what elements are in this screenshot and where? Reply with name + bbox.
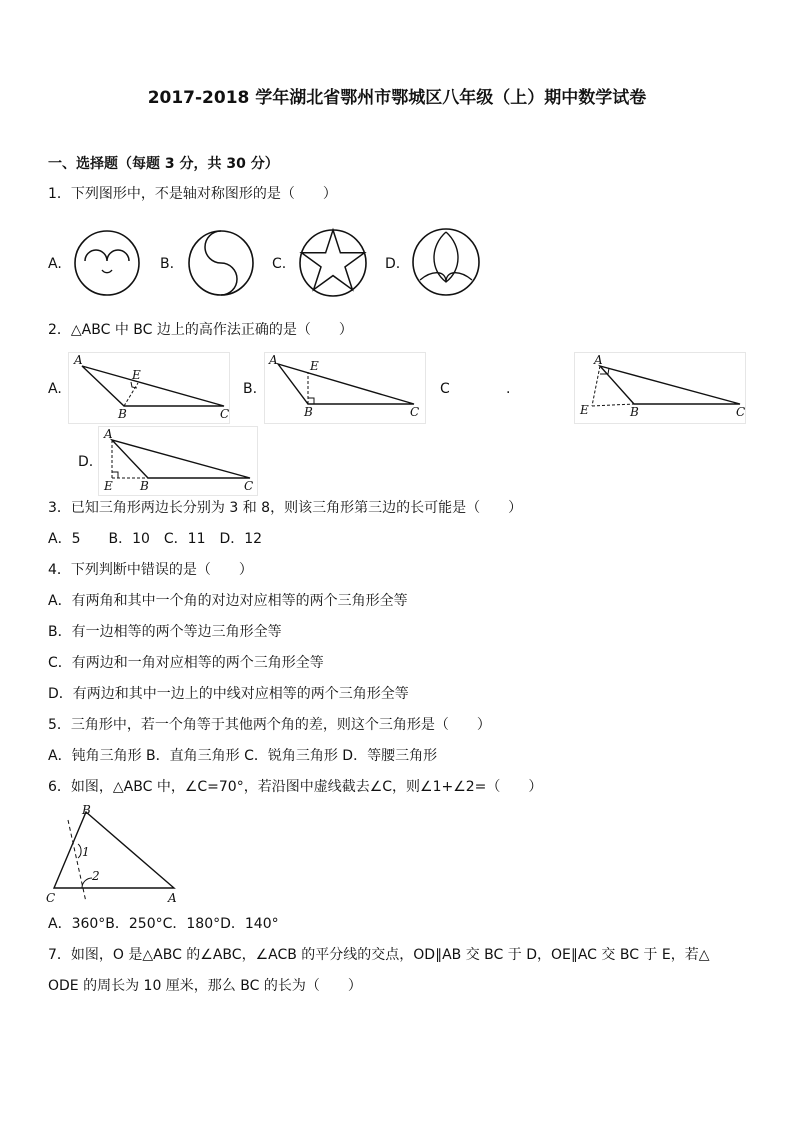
page-title: 2017-2018 学年湖北省鄂州市鄂城区八年级（上）期中数学试卷	[147, 88, 647, 108]
question-1-stem: 1．下列图形中，不是轴对称图形的是（ ）	[48, 186, 337, 202]
q1-figure-b	[185, 224, 257, 302]
question-3-options: A．5 B．10 C．11 D．12	[48, 531, 263, 547]
q2-option-c-dot: .	[506, 381, 511, 397]
q2-option-a-label: A.	[48, 381, 62, 397]
q2a-label-a: A	[74, 353, 83, 367]
question-2-stem: 2．△ABC 中 BC 边上的高作法正确的是（ ）	[48, 322, 353, 338]
question-4-option-d: D．有两边和其中一边上的中线对应相等的两个三角形全等	[48, 686, 409, 702]
question-4-option-a: A．有两角和其中一个角的对边对应相等的两个三角形全等	[48, 593, 408, 609]
question-7-line-2: ODE 的周长为 10 厘米，那么 BC 的长为（ ）	[48, 978, 362, 994]
q2-figure-a	[68, 352, 230, 424]
q2b-label-e: E	[310, 359, 319, 373]
q6-label-angle-2: 2	[92, 869, 100, 883]
q6-figure	[44, 800, 184, 906]
q2a-label-b: B	[118, 407, 127, 421]
q1-figure-c	[295, 224, 371, 302]
q2a-label-c: C	[220, 407, 230, 421]
q6-label-c: C	[46, 891, 56, 905]
section-heading: 一、选择题（每题 3 分，共 30 分）	[48, 156, 279, 172]
q2c-label-e: E	[580, 403, 589, 417]
q1-figure-a	[74, 224, 142, 302]
question-5-stem: 5．三角形中，若一个角等于其他两个角的差，则这个三角形是（ ）	[48, 717, 491, 733]
q2-option-d-label: D.	[78, 454, 94, 470]
q1-option-b-label: B.	[160, 256, 175, 272]
q2-figure-c	[574, 352, 746, 424]
q1-option-a-label: A.	[48, 256, 62, 272]
q2c-label-c: C	[736, 405, 746, 419]
q6-label-angle-1: 1	[82, 845, 90, 859]
q2-option-c-label: C	[440, 381, 450, 397]
q1-figure-d	[408, 222, 486, 302]
q2b-label-a: A	[269, 353, 278, 367]
question-7-line-1: 7．如图，O 是△ABC 的∠ABC，∠ACB 的平分线的交点，OD∥AB 交 BC 于 D，OE∥AC 交 BC 于 E，若△	[48, 947, 710, 963]
q1-option-c-label: C.	[272, 256, 287, 272]
q2-option-b-label: B.	[243, 381, 258, 397]
q2-figure-b	[264, 352, 426, 424]
q2-figure-d	[98, 426, 258, 496]
q6-label-b: B	[82, 803, 91, 817]
q2d-label-c: C	[244, 479, 254, 493]
q1-option-d-label: D.	[385, 256, 401, 272]
q6-label-a: A	[168, 891, 177, 905]
q2c-label-a: A	[594, 353, 603, 367]
question-4-option-c: C．有两边和一角对应相等的两个三角形全等	[48, 655, 324, 671]
question-4-option-b: B．有一边相等的两个等边三角形全等	[48, 624, 282, 640]
q2d-label-e: E	[104, 479, 113, 493]
question-5-options: A．钝角三角形 B．直角三角形 C．锐角三角形 D．等腰三角形	[48, 748, 438, 764]
question-3-stem: 3．已知三角形两边长分别为 3 和 8，则该三角形第三边的长可能是（ ）	[48, 500, 523, 516]
question-6-stem: 6．如图，△ABC 中，∠C=70°，若沿图中虚线截去∠C，则∠1+∠2=（ ）	[48, 779, 543, 795]
q2b-label-c: C	[410, 405, 420, 419]
q2c-label-b: B	[630, 405, 639, 419]
q2d-label-a: A	[104, 427, 113, 441]
q2a-label-e: E	[132, 368, 141, 382]
q2d-label-b: B	[140, 479, 149, 493]
question-4-stem: 4．下列判断中错误的是（ ）	[48, 562, 253, 578]
q2b-label-b: B	[304, 405, 313, 419]
question-6-options: A．360°B．250°C．180°D．140°	[48, 916, 279, 932]
